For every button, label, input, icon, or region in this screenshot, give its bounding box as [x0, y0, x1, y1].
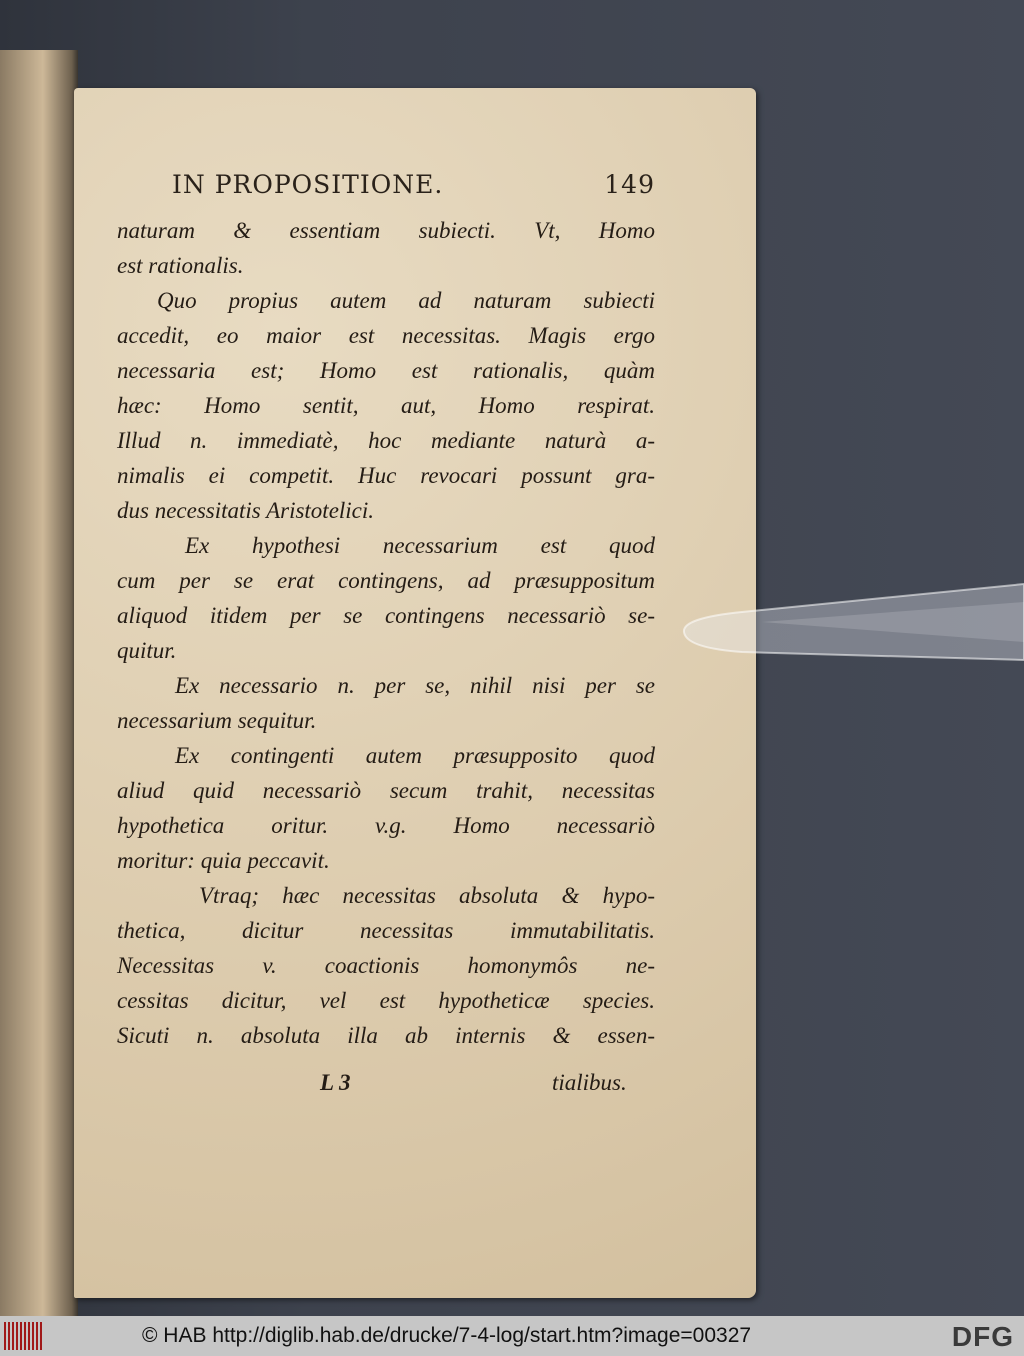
catchword: tialibus.: [552, 1070, 627, 1095]
text-line: Necessitas v. coactionis homonymôs ne-: [117, 953, 655, 978]
hab-logo-icon: [4, 1322, 44, 1350]
text-line: Sicuti n. absoluta illa ab internis & essen-: [117, 1023, 655, 1048]
page-text: [117, 213, 655, 1053]
text-line: est rationalis.: [117, 253, 244, 278]
text-line: Ex hypothesi necessarium est quod: [185, 533, 655, 558]
text-line: naturam & essentiam subiecti. Vt, Homo: [117, 218, 655, 243]
text-line: Ex contingenti autem præsupposito quod: [175, 743, 655, 768]
credit-link[interactable]: © HAB http://diglib.hab.de/drucke/7-4-log/start.htm?image=00327: [142, 1324, 752, 1347]
text-line: dus necessitatis Aristotelici.: [117, 498, 375, 523]
text-line: thetica, dicitur necessitas immutabilitatis.: [117, 918, 655, 943]
text-line: moritur: quia peccavit.: [117, 848, 330, 873]
text-line: Vtraq; hæc necessitas absoluta & hypo-: [199, 883, 655, 908]
signature-mark: L 3: [320, 1070, 351, 1095]
page-number: 149: [604, 170, 655, 199]
text-line: hæc: Homo sentit, aut, Homo respirat.: [117, 393, 655, 418]
running-head: IN PROPOSITIONE.: [172, 170, 444, 199]
facing-page-edge: [0, 50, 78, 1316]
text-line: quitur.: [117, 638, 177, 663]
text-line: necessarium sequitur.: [117, 708, 317, 733]
text-line: hypothetica oritur. v.g. Homo necessariò: [117, 813, 655, 838]
footer-bar: [0, 1316, 1024, 1356]
text-line: accedit, eo maior est necessitas. Magis ergo: [117, 323, 655, 348]
text-line: cum per se erat contingens, ad præsuppositum: [117, 568, 655, 593]
text-line: aliud quid necessariò secum trahit, necessitas: [117, 778, 655, 803]
dfg-logo: DFG: [951, 1321, 1014, 1352]
page-header: [110, 170, 655, 204]
text-line: nimalis ei competit. Huc revocari possunt gra-: [117, 463, 655, 488]
text-line: necessaria est; Homo est rationalis, quàm: [117, 358, 655, 383]
text-line: Illud n. immediatè, hoc mediante naturà a-: [117, 428, 655, 453]
text-line: Ex necessario n. per se, nihil nisi per se: [175, 673, 655, 698]
text-line: Quo propius autem ad naturam subiecti: [157, 288, 655, 313]
text-line: cessitas dicitur, vel est hypotheticæ species.: [117, 988, 655, 1013]
text-line: aliquod itidem per se contingens necessariò se-: [117, 603, 655, 628]
page-clip: [682, 582, 1024, 662]
